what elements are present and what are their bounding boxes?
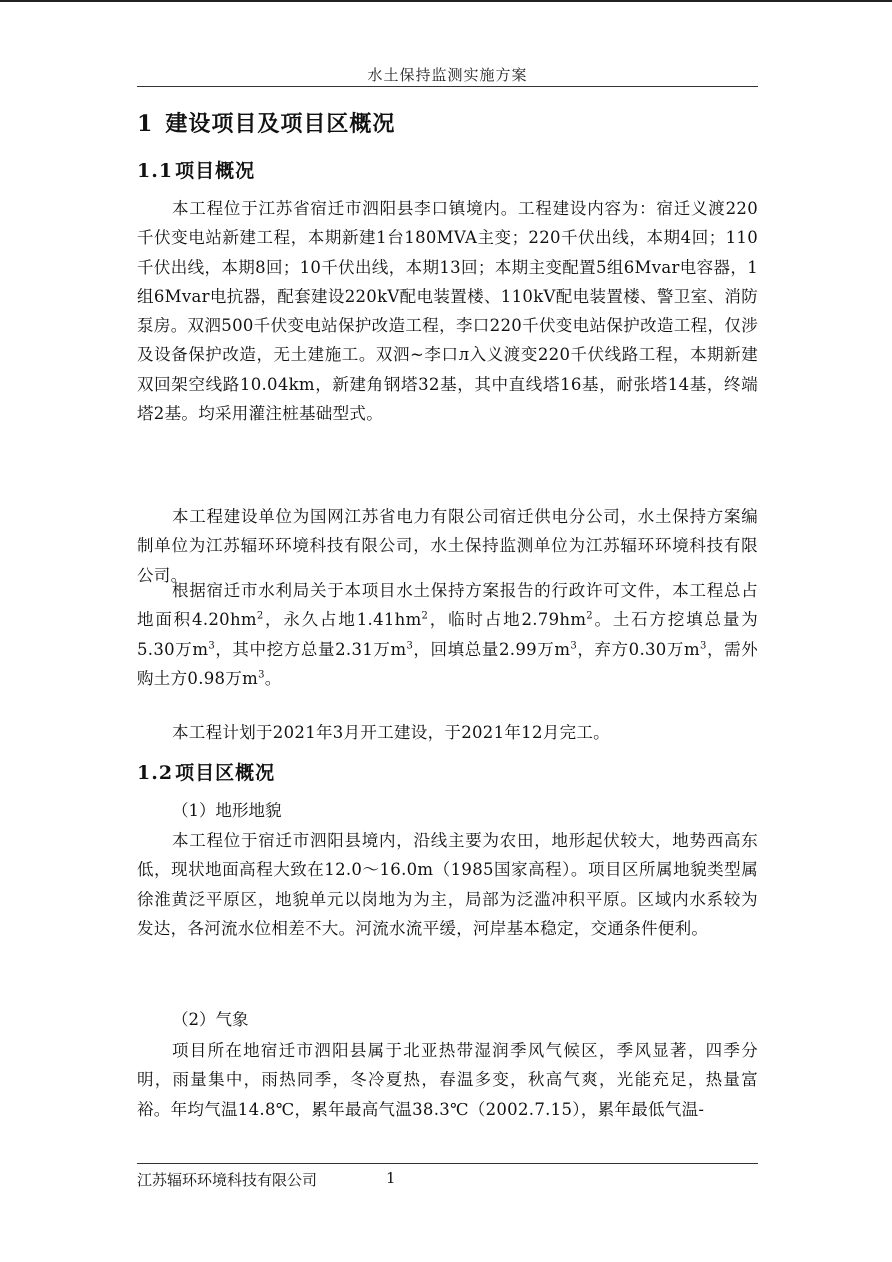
- section-heading-1-2: [137, 758, 275, 785]
- text-run: ，临时占地2.79hm: [428, 610, 587, 630]
- text-run: ，其中挖方总量2.31万m: [215, 639, 407, 659]
- section-title: 项目区概况: [175, 762, 276, 784]
- paragraph-climate: 项目所在地宿迁市泗阳县属于北亚热带湿润季风气候区，季风显著，四季分明，雨量集中，雨热同季，冬冷夏热，春温多变，秋高气爽，光能充足，热量富裕。年均气温14.8℃，累年最高气温38.3℃（2002.7.15），累年最低气温-: [137, 1041, 758, 1119]
- section-heading-1-1: [137, 156, 255, 183]
- paragraph-project-content: 本工程位于江苏省宿迁市泗阳县李口镇境内。工程建设内容为：宿迁义渡220千伏变电站新建工程，本期新建1台180MVA主变；220千伏出线，本期4回；110千伏出线，本期8回；10千伏出线，本期13回；本期主变配置5组6Mvar电容器，1组6Mvar电抗器，配套建设220kV配电装置楼、110kV配电装置楼、警卫室、消防泵房。双泗500千伏变电站保护改造工程，李口220千伏变电站保护改造工程，仅涉及设备保护改造，无土建施工。双泗~李口л入义渡变220千伏线路工程，本期新建双回架空线路10.04km，新建角钢塔32基，其中直线塔16基，耐张塔14基，终端塔2基。均采用灌注桩基础型式。: [137, 199, 758, 424]
- paragraph-terrain: 本工程位于宿迁市泗阳县境内，沿线主要为农田，地形起伏较大，地势西高东低，现状地面高程大致在12.0～16.0m（1985国家高程）。项目区所属地貌类型属徐淮黄泛平原区，地貌单元以岗地为为主，局部为泛滥冲积平原。区域内水系较为发达，各河流水位相差不大。河流水流平缓，河岸基本稳定，交通条件便利。: [137, 831, 758, 938]
- page-number: 1: [386, 1169, 396, 1187]
- superscript: 2: [421, 610, 429, 622]
- section-title: 项目概况: [175, 160, 256, 182]
- header-rule: [137, 86, 758, 87]
- subheading-climate: （2）气象: [172, 1010, 249, 1029]
- text-run: 。: [264, 668, 282, 688]
- section-number: 1.2: [137, 762, 174, 784]
- section-number: 1: [137, 111, 154, 137]
- text-run: ，永久占地1.41hm: [263, 610, 422, 630]
- superscript: 3: [570, 640, 577, 652]
- text-run: 根据宿迁市水利局关于本项目水土保持方案报告的行政许可文件，本工程总占地面积4.20hm: [137, 581, 758, 630]
- section-title: 建设项目及项目区概况: [165, 111, 396, 137]
- text-run: ，回填总量2.99万m: [413, 639, 571, 659]
- text-run: ，弃方0.30万m: [577, 639, 700, 659]
- running-header: 水土保持监测实施方案: [367, 66, 528, 84]
- paragraph-schedule: 本工程计划于2021年3月开工建设，于2021年12月完工。: [172, 723, 610, 742]
- text-run: 。土石方挖填总量为5.30万m: [137, 610, 758, 659]
- footer-rule: [137, 1163, 758, 1164]
- paragraph-land-earthwork: [137, 576, 758, 693]
- superscript: 3: [208, 640, 215, 652]
- paragraph-units: 本工程建设单位为国网江苏省电力有限公司宿迁供电分公司，水土保持方案编制单位为江苏辐环环境科技有限公司，水土保持监测单位为江苏辐环环境科技有限公司。: [137, 507, 758, 585]
- section-number: 1.1: [137, 160, 174, 182]
- section-heading-1: [137, 107, 395, 138]
- top-border: [0, 0, 892, 2]
- superscript: 2: [256, 610, 264, 622]
- subheading-terrain: （1）地形地貌: [172, 801, 282, 820]
- superscript: 3: [406, 640, 414, 652]
- superscript: 3: [699, 640, 707, 652]
- superscript: 3: [258, 669, 265, 681]
- superscript: 2: [586, 610, 593, 622]
- footer-company: 江苏辐环环境科技有限公司: [137, 1171, 318, 1189]
- text-run: ，需外购土方0.98万m: [137, 639, 759, 688]
